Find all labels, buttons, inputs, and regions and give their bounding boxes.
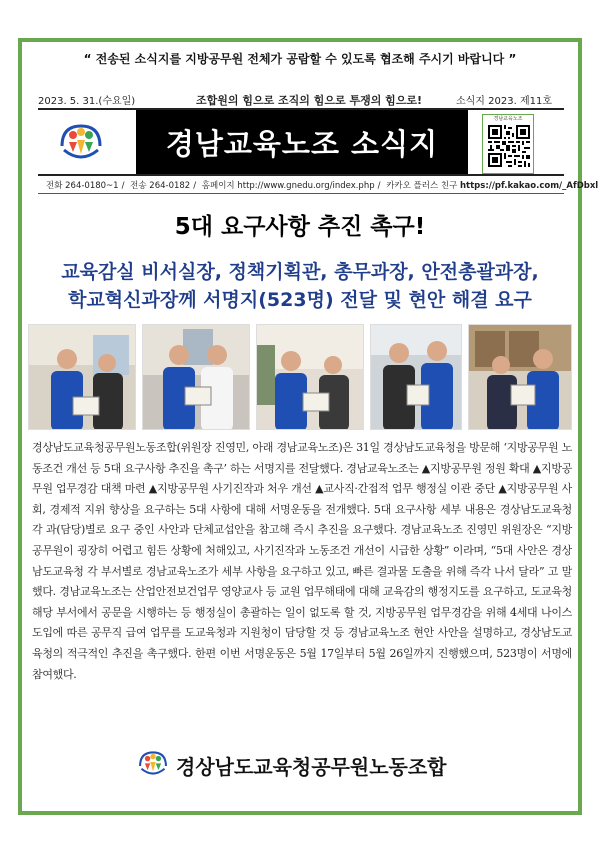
issue-date: 2023. 5. 31.(수요일) (38, 96, 136, 107)
issue-number: 소식지 2023. 제11호 (455, 96, 552, 107)
photo-2 (142, 324, 250, 430)
motto: 조합원의 힘으로 조직의 힘으로 투쟁의 힘으로! (196, 94, 423, 107)
photo-4 (370, 324, 462, 430)
article-headline: 5대 요구사항 추진 촉구! (174, 214, 426, 240)
photo-3 (256, 324, 364, 430)
footer-org-name: 경상남도교육청공무원노동조합 (176, 755, 447, 779)
photo-strip (28, 324, 572, 430)
union-logo-icon (136, 748, 170, 780)
photo-1 (28, 324, 136, 430)
kakao-label: 카카오 플러스 친구 (386, 181, 458, 191)
kakao-link[interactable]: https://pf.kakao.com/_AfDbxl (460, 181, 599, 191)
article-body: 경상남도교육청공무원노동조합(위원장 진영민, 아래 경남교육노조)은 31일 경상남도교육청을 방문해 ‘지방공무원 노동조건 개선 등 5대 요구사항 추진을 촉구’ 하는 서명지를 전달했다. 경남교육노조는 ▲지방공무원 정원 확대 ▲지방공무원 업무경감 대책 마련 ▲지방공무원 사기진작과 처우 개선 ▲교사직·간접적 업무 행정실 이관 중단 ▲지방공무원 사회, 경제적 지위 향상을 요구하는 5대 사항에 대해 서명운동을 전개했다. 5대 요구사항 세부 내용은 경상남도교육청 각 과(담당)별로 요구 중인 사안과 단체교섭안을 참고해 즉시 추진을 요구했다. 경남교육노조 진영민 위원장은 “지방공무원이 굉장히 어렵고 힘든 상황에 처해있고, 사기진작과 노동조건 개선이 시급한 상황” 이라며, “5대 사안은 경상남도교육청 각 부서별로 경남교육노조가 세부 사항을 요구하고 있고, 빠른 결과물 도출을 위해 즉각 나서 달라” 고 말했다. 경남교육노조는 산업안전보건업무 영양교사 등 교원 업무해태에 대해 교육감의 행정지도를 요구하고, 도교육청 해당 부서에서 공문을 시행하는 등 행정실이 총괄하는 일이 없도록 할 것, 지방공무원 업무경감을 위해 4세대 나이스 도입에 따른 공무직 급여 업무를 도교육청과 지원청이 담당할 것 등 경남교육노조 현안 사안을 설명하고, 경상남도교육청의 적극적인 추진을 촉구했다. 한편 이번 서명운동은 5월 17일부터 5월 26일까지 진행했으며, 523명이 서명에 참여했다. (32, 441, 572, 681)
article-subheadline-2: 학교혁신과장께 서명지(523명) 전달 및 현안 해결 요구 (68, 289, 532, 311)
contact-bar: 전화 264-0180~1 / 전송 264-0182 / 홈페이지 http://www.gnedu.org/index.php / 카카오 플러스 친구 https://pf.kakao.com/_AfDbxl (38, 178, 564, 194)
slogan: “ 전송된 소식지를 지방공무원 전체가 공람할 수 있도록 협조해 주시기 바랍니다 ” (83, 52, 517, 66)
union-logo-icon (56, 120, 106, 166)
qr-caption: 경남교육노조 (493, 116, 523, 122)
homepage-label: 홈페이지 (201, 181, 235, 191)
meta-row (38, 92, 564, 108)
qr-code-icon (488, 125, 530, 167)
qr-code-block[interactable] (482, 114, 534, 174)
article-subheadline-1: 교육감실 비서실장, 정책기획관, 총무과장, 안전총괄과장, (61, 261, 539, 283)
phone-number: 전화 264-0180~1 (46, 181, 119, 191)
newsletter-title: 경남교육노조 소식지 (136, 110, 468, 174)
masthead (38, 108, 564, 176)
homepage-link[interactable]: http://www.gnedu.org/index.php (237, 181, 375, 191)
footer (130, 748, 490, 780)
fax-number: 전송 264-0182 (130, 181, 191, 191)
photo-5 (468, 324, 572, 430)
